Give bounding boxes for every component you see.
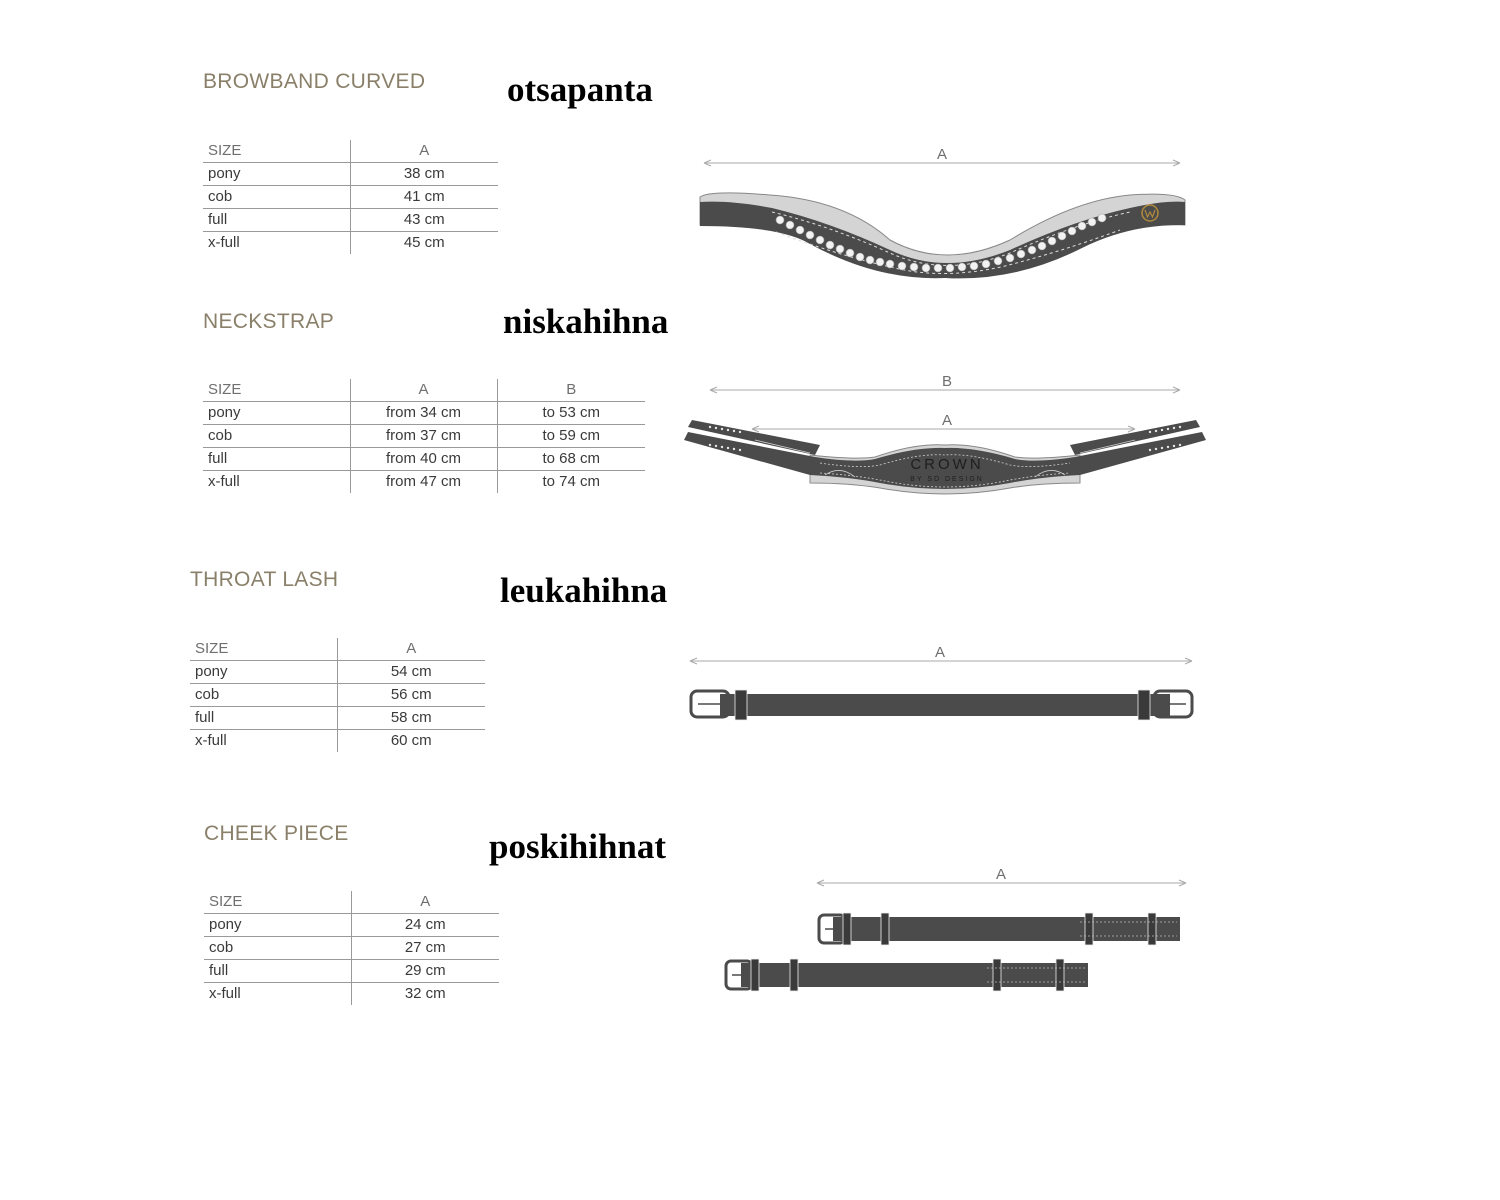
table-row — [203, 232, 498, 255]
a-cell: 24 cm — [351, 914, 499, 937]
a-cell: from 40 cm — [350, 448, 497, 471]
a-cell: 54 cm — [337, 661, 485, 684]
b-cell: to 53 cm — [497, 402, 645, 425]
size-cell: full — [204, 960, 351, 983]
neckstrap-title: NECKSTRAP — [203, 310, 335, 333]
size-cell: full — [203, 209, 350, 232]
dimension-label-a: A — [941, 412, 953, 429]
dimension-label-a: A — [934, 644, 946, 661]
a-cell: from 37 cm — [350, 425, 497, 448]
browband-size-table — [203, 140, 498, 254]
brand-logo: CROWN — [910, 456, 984, 473]
header-a: A — [337, 638, 485, 661]
table-row — [190, 730, 485, 753]
table-row — [190, 684, 485, 707]
size-cell: x-full — [195, 732, 227, 749]
size-cell: pony — [203, 163, 350, 186]
table-row — [204, 937, 499, 960]
header-b: B — [497, 379, 645, 402]
table-header-row — [190, 638, 485, 661]
table-header-row — [203, 379, 645, 402]
cheek-piece-title: CHEEK PIECE — [204, 822, 349, 845]
a-cell: from 34 cm — [350, 402, 497, 425]
size-cell: full — [190, 707, 337, 730]
neckstrap-size-table — [203, 379, 645, 493]
size-cell: pony — [204, 914, 351, 937]
a-cell: 32 cm — [351, 983, 499, 1006]
cheek-piece-size-table — [204, 891, 499, 1005]
table-row — [203, 209, 498, 232]
a-cell: 45 cm — [350, 232, 498, 255]
table-row — [203, 186, 498, 209]
size-cell: cob — [204, 937, 351, 960]
header-size: SIZE — [190, 638, 337, 661]
throat-lash-size-table — [190, 638, 485, 752]
a-cell: 58 cm — [337, 707, 485, 730]
a-cell: 27 cm — [351, 937, 499, 960]
b-cell: to 74 cm — [497, 471, 645, 494]
table-row — [203, 402, 645, 425]
throat-lash-drawing — [680, 640, 1210, 730]
size-cell: x-full — [208, 473, 240, 490]
table-row — [204, 960, 499, 983]
neckstrap-drawing — [680, 365, 1210, 505]
dimension-label-b: B — [941, 373, 953, 390]
header-a: A — [350, 140, 498, 163]
header-size: SIZE — [204, 891, 351, 914]
cheek-piece-drawing — [715, 860, 1195, 1000]
header-size: SIZE — [203, 140, 350, 163]
size-cell: x-full — [208, 234, 240, 251]
throat-lash-title: THROAT LASH — [190, 568, 339, 591]
size-cell: pony — [203, 402, 350, 425]
size-cell: cob — [203, 425, 350, 448]
browband-translation: otsapanta — [507, 70, 653, 109]
throat-lash-translation: leukahihna — [500, 571, 668, 610]
neckstrap-translation: niskahihna — [503, 302, 669, 341]
a-cell: 60 cm — [337, 730, 485, 753]
dimension-label-a: A — [936, 146, 948, 163]
table-row — [203, 163, 498, 186]
table-row — [203, 448, 645, 471]
size-cell: pony — [190, 661, 337, 684]
cheek-piece-translation: poskihihnat — [489, 827, 667, 866]
b-cell: to 59 cm — [497, 425, 645, 448]
table-header-row — [203, 140, 498, 163]
size-cell: cob — [203, 186, 350, 209]
a-cell: 29 cm — [351, 960, 499, 983]
size-cell: full — [203, 448, 350, 471]
b-cell: to 68 cm — [497, 448, 645, 471]
browband-drawing — [690, 140, 1200, 285]
size-cell: cob — [190, 684, 337, 707]
a-cell: 56 cm — [337, 684, 485, 707]
browband-title: BROWBAND CURVED — [203, 70, 426, 93]
a-cell: 43 cm — [350, 209, 498, 232]
size-cell: x-full — [209, 985, 241, 1002]
table-row — [204, 983, 499, 1006]
a-cell: 41 cm — [350, 186, 498, 209]
table-row — [203, 425, 645, 448]
table-row — [204, 914, 499, 937]
table-row — [190, 661, 485, 684]
header-a: A — [351, 891, 499, 914]
dimension-label-a: A — [995, 866, 1007, 883]
header-size: SIZE — [203, 379, 350, 402]
table-row — [190, 707, 485, 730]
table-row — [203, 471, 645, 494]
table-header-row — [204, 891, 499, 914]
a-cell: from 47 cm — [350, 471, 497, 494]
header-a: A — [350, 379, 497, 402]
brand-subtitle: BY SD DESIGN — [910, 476, 984, 483]
a-cell: 38 cm — [350, 163, 498, 186]
